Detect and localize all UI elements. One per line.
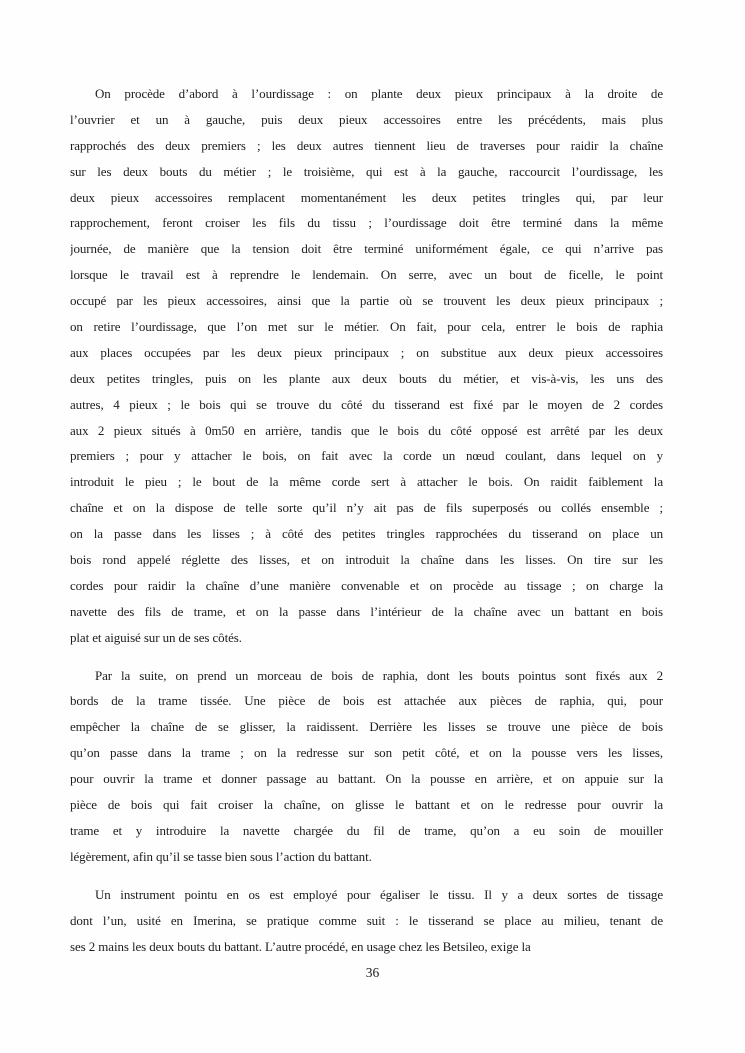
text-line: premiers ; pour y attacher le bois, on fait avec la corde un nœud coulant, dans lequel on y — [70, 448, 663, 464]
text-line: occupé par les pieux accessoires, ainsi que la partie où se trouvent les deux pieux principaux ; — [70, 293, 663, 309]
text-line: deux pieux accessoires remplacent momentanément les deux petites tringles qui, par leur — [70, 189, 663, 205]
paragraph — [70, 882, 663, 960]
text-line: trame et y introduire la navette chargée du fil de trame, qu’on a eu soin de mouiller — [70, 822, 663, 838]
text-line: cordes pour raidir la chaîne d’une manière convenable et on procède au tissage ; on charge la — [70, 577, 663, 593]
text-line: qu’on passe dans la trame ; on la redresse sur son petit côté, et on la pousse vers les lisses, — [70, 745, 663, 761]
text-line: on la passe dans les lisses ; à côté des petites tringles rapprochées du tisserand on place un — [70, 526, 663, 542]
text-line: rapprochés des deux premiers ; les deux autres tiennent lieu de traverses pour raidir la chaîne — [70, 137, 663, 153]
text-line: autres, 4 pieux ; le bois qui se trouve du côté du tisserand est fixé par le moyen de 2 cordes — [70, 396, 663, 412]
text-line: sur les deux bouts du métier ; le troisième, qui est à la gauche, raccourcit l’ourdissage, les — [70, 163, 663, 179]
text-line: Un instrument pointu en os est employé pour égaliser le tissu. Il y a deux sortes de tissage — [95, 886, 663, 902]
text-line: l’ouvrier et un à gauche, puis deux pieux accessoires entre les précédents, mais plus — [70, 111, 663, 127]
text-line: On procède d’abord à l’ourdissage : on plante deux pieux principaux à la droite de — [95, 86, 663, 101]
text-line: lorsque le travail est à reprendre le lendemain. On serre, avec un bout de ficelle, le point — [70, 267, 663, 283]
paragraph — [70, 663, 663, 870]
text-line: légèrement, afin qu’il se tasse bien sous l’action du battant. — [70, 848, 372, 864]
text-line: rapprochement, feront croiser les fils du tissu ; l’ourdissage doit être terminé dans la même — [70, 215, 663, 231]
page-number: 36 — [365, 965, 380, 980]
text-line: ses 2 mains les deux bouts du battant. L’autre procédé, en usage chez les Betsileo, exige la — [70, 938, 531, 954]
text-line: deux petites tringles, puis on les plante aux deux bouts du métier, et vis-à-vis, les uns des — [70, 370, 663, 386]
text-line: pour ouvrir la trame et donner passage au battant. On la pousse en arrière, et on appuie sur la — [70, 771, 663, 787]
paragraph — [70, 81, 663, 651]
text-line: aux places occupées par les deux pieux principaux ; on substitue aux deux pieux accessoires — [70, 344, 663, 360]
text-line: plat et aiguisé sur un de ses côtés. — [70, 629, 242, 645]
text-line: bois rond appelé réglette des lisses, et on introduit la chaîne dans les lisses. On tire sur les — [70, 552, 663, 568]
text-line: introduit le pieu ; le bout de la même corde sert à attacher le bois. On raidit faiblement la — [70, 474, 663, 490]
text-line: on retire l’ourdissage, que l’on met sur le métier. On fait, pour cela, entrer le bois de raphia — [70, 319, 663, 335]
text-line: bords de la trame tissée. Une pièce de bois est attachée aux pièces de raphia, qui, pour — [70, 693, 663, 709]
text-line: aux 2 pieux situés à 0m50 en arrière, tandis que le bois du côté opposé est arrêté par les deux — [70, 422, 663, 438]
text-line: navette des fils de trame, et on la passe dans l’intérieur de la chaîne avec un battant en bois — [70, 603, 663, 619]
text-line: Par la suite, on prend un morceau de bois de raphia, dont les bouts pointus sont fixés aux 2 — [95, 667, 663, 683]
text-line: dont l’un, usité en Imerina, se pratique comme suit : le tisserand se place au milieu, tenant de — [70, 912, 663, 928]
text-line: pièce de bois qui fait croiser la chaîne, on glisse le battant et on le redresse pour ouvrir la — [70, 797, 663, 813]
text-line: journée, de manière que la tension doit être terminé uniformément égale, ce qui n’arrive pas — [70, 241, 663, 257]
text-line: empêcher la chaîne de se glisser, la raidissent. Derrière les lisses se trouve une pièce de bois — [70, 719, 663, 735]
text-block — [70, 81, 663, 971]
text-line: chaîne et on la dispose de telle sorte qu’il n’y ait pas de fils superposés ou collés ensemble ; — [70, 500, 663, 516]
